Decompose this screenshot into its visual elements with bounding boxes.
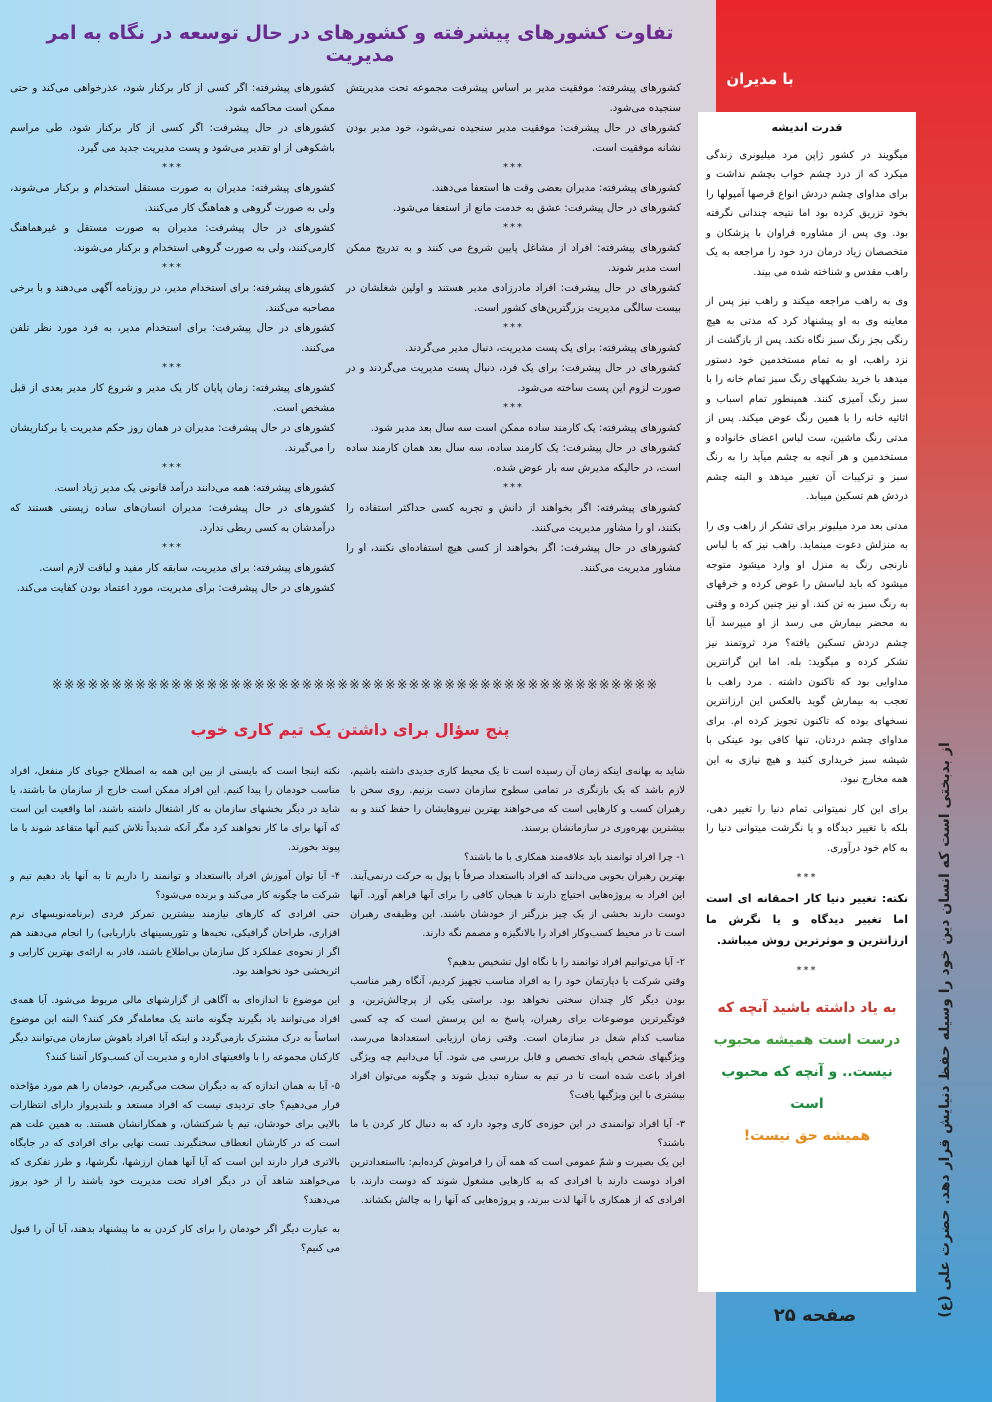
separator: *** (503, 222, 524, 233)
separator: *** (503, 482, 524, 493)
vertical-quote-text: از بدبختی است که انسان دین خود را وسیله حفظ دنیایش قرار دهد. حضرت علی (ع) (937, 742, 953, 1318)
paragraph: کشورهای پیشرفته: زمان پایان کار یک مدیر و شروع کار مدیر بعدی از قبل مشخص است. (10, 382, 335, 414)
question-heading: ۳- آیا افراد توانمندی در این حوزه‌ی کاری وجود دارد که به دنبال کار کردن با ما باشند؟ (350, 1119, 685, 1149)
paragraph: نکته اینجا است که بایستی از بین این همه به اصطلاح جویای کار منفعل، افراد مناسب خودمان را پیدا کنیم. این افراد ممکن است خارج از سازمان ما باشند، یا شاید در دیگر بخشهای سازمان به کار اشتغال داشته باشند، اما واقعیت این است که آنها برای ما کار نخواهند کرد مگر آنکه شدیداً تلاش کنیم آنها متقاعد شوند با ما پیوند بخورند. (10, 766, 340, 853)
paragraph: این موضوع تا اندازه‌ای به آگاهی از گزارشهای مالی مربوط می‌شود. آیا همه‌ی افراد می‌توانند یاد بگیرند چگونه مانند یک معامله‌گر فکر کنند؟ البته این موضوع اساساً به درک مشترک بازمی‌گردد و اینکه آیا افراد باهوش سازمان می‌توانند دیگر کارکنان مجموعه را با واقعیتهای اداره و مدیریت آن کسب‌وکار آشنا کنند؟ (10, 995, 340, 1063)
quote-line: درست است همیشه محبوب (713, 1032, 901, 1048)
paragraph: بهترین رهبران بخوبی می‌دانند که افراد بااستعداد صرفاً با پول به حرکت درنمی‌آیند. این افراد به پروژه‌هایی احتیاج دارند تا هیجان کافی را برای آنها فراهم آورد. آنها دوست دارند بخشی از یک چیز بزرگتر از خودشان باشند. این وظیفه‌ی رهبران است تا در محیط کسب‌وکار افراد را بالانگیزه و مصمم نگه دارند. (350, 871, 685, 939)
paragraph: کشورهای پیشرفته: مدیران به صورت مستقل استخدام و برکنار می‌شوند، ولی به صورت گروهی و هماهنگ کار می‌کنند. (10, 182, 335, 214)
page-number: صفحه ۲۵ (773, 1305, 857, 1326)
paragraph: کشورهای در حال پیشرفت: عشق به خدمت مانع از استعفا می‌شود. (393, 202, 681, 214)
story-box (698, 112, 916, 1292)
paragraph: کشورهای در حال پیشرفت: برای مدیریت، مورد اعتماد بودن کفایت می‌کند. (16, 582, 335, 594)
separator: *** (162, 542, 183, 553)
paragraph: کشورهای در حال پیشرفت: موفقیت مدیر سنجیده نمی‌شود، خود مدیر بودن نشانه موفقیت است. (346, 122, 681, 154)
story-paragraph: برای این کار نمیتوانی تمام دنیا را تغییر دهی، بلکه با تغییر دیدگاه و یا نگرشت میتوانی دنیا را به کام خود درآوری. (706, 803, 908, 854)
paragraph: وقتی شرکت یا دپارتمان خود را به افراد مناسب تجهیز کردیم، آنگاه رهبر مناسب بودن دیگر کار چندان سختی نخواهد بود. براستی یکی از پرچالش‌ترین، و فوتگیرترین موضوعات برای رهبران، پاسخ به این پرسش است که چه کسی مناسب کدام شغل در سازمان است. وقتی زمان ارزیابی استعدادها می‌رسد، ویژگیهای شخص پایه‌ای تخصص و قابل بررسی می شود. آیا می‌دانیم چه ویژگی افراد باعث شده است تا در تیم به ستاره تبدیل شوند و چگونه می‌توان افراد بیشتری با این ویژگیها یافت؟ (350, 976, 685, 1101)
separator: *** (503, 322, 524, 333)
separator: *** (796, 964, 818, 976)
paragraph: شاید به بهانه‌ی اینکه زمان آن رسیده است تا یک محیط کاری جدیدی داشته باشیم، لازم باشد که یک بازنگری در تمامی سطوح سازمان دست بزنیم. روی سخن با رهبران کسب و کارهایی است که می‌خواهند بهترین نیروهایشان را حفظ کنند و به بیشترین بهره‌وری در سازمانشان برسند. (350, 766, 685, 834)
vertical-quote (905, 680, 985, 1380)
separator: *** (503, 162, 524, 173)
comparison-column-right (346, 78, 681, 578)
paragraph: حتی افرادی که کارهای نیازمند بیشترین تمرکز فردی (برنامه‌نویسهای نرم افزاری، طراحان گرافیکی، نخبه‌ها و تئوریسینهای بازاریابی) را انجام می‌دهند هم اگر از نحوه‌ی عملکرد کل سازمان بی‌اطلاع باشند، قادر به ارائه‌ی بهترین کارایی و اثربخشی خود نخواهند بود. (10, 909, 340, 977)
paragraph: کشورهای پیشرفته: برای یک پست مدیریت، دنبال مدیر می‌گردند. (405, 342, 681, 354)
separator: *** (162, 362, 183, 373)
page-title: تفاوت کشورهای پیشرفته و کشورهای در حال توسعه در نگاه به امر مدیریت (46, 22, 674, 66)
questions-column-left (10, 762, 340, 1268)
highlight-quote (706, 992, 908, 1152)
question-heading: ۴- آیا توان آموزش افراد بااستعداد و توانمند را داریم تا به آنها یاد دهیم تیم و شرکت ما چگونه کار می‌کند و برنده می‌شود؟ (10, 871, 340, 901)
paragraph: کشورهای در حال پیشرفت: اگر بخواهند از کسی هیچ استفاده‌ای نکنند، او را مشاور مدیریت می‌کنند. (346, 542, 681, 574)
section-label: با مدیران (726, 70, 794, 88)
separator: *** (162, 262, 183, 273)
quote-line: نیست.. و آنچه که محبوب است (721, 1064, 893, 1112)
paragraph: کشورهای پیشرفته: برای مدیریت، سابقه کار مفید و لیاقت لازم است. (39, 562, 335, 574)
paragraph: کشورهای پیشرفته: اگر بخواهند از دانش و تجربه کسی حداکثر استفاده را بکنند، او را مشاور مدیریت می‌کنند. (346, 502, 681, 534)
story-note: نکته: تغییر دنیا کار احمقانه ای است اما تغییر دیدگاه و یا نگرش ما ارزانترین و موثرترین روش میباشد. (706, 891, 908, 947)
ornament-divider: ※※※※※※※※※※※※※※※※※※※※※※※※※※※※※※※※※※※※※※※※※※※※※※※※※※※ (51, 678, 659, 693)
paragraph: به عبارت دیگر اگر خودمان را برای کار کردن به ما پیشنهاد بدهند، آیا آن را قبول می کنیم؟ (10, 1224, 340, 1254)
story-title: قدرت اندیشه (771, 121, 843, 134)
story-paragraph: میگویند در کشور ژاپن مرد میلیونری زندگی میکرد که از درد چشم خواب بچشم نداشت و برای مداوای چشم دردش انواع قرصها آمپولها را بخود تزریق کرده بود اما نتیجه چندانی نگرفته بود. وی پس از مشاوره فراوان با پزشکان و متخصصان زیاد درمان درد خود را مراجعه به یک راهب مقدس و شناخته شده می بیند. (706, 149, 908, 278)
paragraph: کشورهای در حال پیشرفت: مدیران در همان روز حکم مدیریت یا برکناریشان را می‌گیرند. (10, 422, 335, 454)
separator: *** (162, 462, 183, 473)
story-paragraph: مدتی بعد مرد میلیونر برای تشکر از راهب وی را به منزلش دعوت مینماید. راهب نیز که با لباس نارنجی رنگ به منزل او وارد میشود متوجه میشود که باید لباسش را عوض کرده و خرقهای به رنگ سبز به تن کند. او نیز چنین کرده و وقتی به محضر بیمارش می رسد از او میپرسد آیا چشم دردش تسکین یافته؟ مرد ثروتمند نیز تشکر کرده و میگوید: بله. اما این گرانترین مداوایی بود که تاکنون داشته . مرد راهب با تعجب به بیمارش گوید بالعکس این ارزانترین نسخهای بوده که تاکنون تجویز کرده ام. برای مداوای چشم دردتان، تنها کافی بود عینکی با شیشه سبز خریداری کنید و هیچ نیازی به این همه مخارج نبود. (706, 520, 908, 785)
paragraph: کشورهای در حال پیشرفت: مدیران انسان‌های ساده زیستی هستند که درآمدشان به کسی ربطی ندارد. (10, 502, 335, 534)
comparison-column-left (10, 78, 335, 598)
paragraph: این یک بصیرت و شمّ عمومی است که همه آن را فراموش کرده‌ایم: بااستعدادترین افراد دوست دارند با افرادی که به کارهایی مشغول شوند که دوست دارند، با افرادی که از همکاری با آنها لذت ببرند، و پروژه‌هایی که آنها را به چالش بکشاند. (350, 1157, 685, 1206)
quote-line: به یاد داشته باشید آنچه که (717, 1000, 897, 1016)
questions-column-right (350, 762, 685, 1220)
paragraph: کشورهای در حال پیشرفت: یک کارمند ساده، سه سال بعد همان کارمند ساده است، در حالیکه مدیرش سه بار عوض شده. (346, 442, 681, 474)
paragraph: کشورهای در حال پیشرفت: مدیران به صورت مستقل و غیرهماهنگ کارمی‌کنند، ولی به صورت گروهی استخدام و برکنار می‌شوند. (10, 222, 335, 254)
paragraph: کشورهای در حال پیشرفت: اگر کسی از کار برکنار شود، طی مراسم باشکوهی از او تقدیر می‌شود و پست مدیریت جدید می گیرد. (10, 122, 335, 154)
question-heading: ۲- آیا می‌توانیم افراد توانمند را با نگاه اول تشخیص بدهیم؟ (447, 957, 685, 968)
paragraph: ۵- آیا به همان اندازه که به دیگران سخت می‌گیریم، خودمان را هم مورد مؤاخذه قرار می‌دهیم؟ جای تردیدی نیست که افراد مستعد و بلندپرواز دارای انتظارات بالایی برای خودشان، تیم یا شرکتشان، و همکارانشان هستند. به همین علت هم است که در کارشان انعطاف سختگیرند. تست نهایی برای افرادی که در جایگاه بالاتری قرار دارند این است که آیا آنها همان ارزشها، نگرشها، و طرز تفکری که می‌خواهند شاهد آن در دیگر افراد تحت مدیریت خود باشند را از خود بروز می‌دهند؟ (10, 1081, 340, 1206)
separator: *** (796, 872, 818, 883)
paragraph: کشورهای در حال پیشرفت: افراد مادرزادی مدیر هستند و اولین شغلشان در بیست سالگی مدیریت بزرگترین‌های کشور است. (346, 282, 681, 314)
question-heading: ۱- چرا افراد توانمند باید علاقه‌مند همکاری با ما باشند؟ (463, 852, 685, 863)
paragraph: کشورهای پیشرفته: برای استخدام مدیر، در روزنامه آگهی می‌دهند و با برخی مصاحبه می‌کنند. (10, 282, 335, 314)
separator: *** (503, 402, 524, 413)
paragraph: کشورهای پیشرفته: موفقیت مدیر بر اساس پیشرفت مجموعه تحت مدیریتش سنجیده می‌شود. (346, 82, 681, 114)
paragraph: کشورهای پیشرفته: افراد از مشاغل پایین شروع می کنند و به تدریج ممکن است مدیر شوند. (346, 242, 681, 274)
quote-line: همیشه حق نیست! (743, 1128, 871, 1144)
story-paragraph: وی به راهب مراجعه میکند و راهب نیز پس از معاینه وی به او پیشنهاد کرد که مدتی به هیچ رنگی بجز رنگ سبز نگاه نکند. پس از بازگشت از نزد راهب، او به تمام مستخدمین خود دستور میدهد با خرید بشکههای رنگ سبز تمام خانه را با سبز رنگ آمیزی کنند. همینطور تمام اسباب و اثاثیه خانه را با همین رنگ عوض میکند. پس از مدتی رنگ ماشین، ست لباس اعضای خانواده و مستخدمین و هر آنچه به چشم میآید را به رنگ سبز و ترکیبات آن تغییر میدهد و البته چشم دردش هم تسکین مییابد. (706, 296, 908, 502)
paragraph: کشورهای در حال پیشرفت: برای یک فرد، دنبال پست مدیریت می‌گردند و در صورت لزوم این پست ساخته می‌شود. (346, 362, 681, 394)
paragraph: کشورهای در حال پیشرفت: برای استخدام مدیر، به فرد مورد نظر تلفن می‌کنند. (10, 322, 335, 354)
separator: *** (162, 162, 183, 173)
paragraph: کشورهای پیشرفته: مدیران بعضی وقت ها استعفا می‌دهند. (431, 182, 681, 194)
paragraph: کشورهای پیشرفته: همه می‌دانند درآمد قانونی یک مدیر زیاد است. (53, 482, 335, 494)
paragraph: کشورهای پیشرفته: اگر کسی از کار برکنار شود، عذرخواهی می‌کند و حتی ممکن است محاکمه شود. (10, 82, 335, 114)
paragraph: کشورهای پیشرفته: یک کارمند ساده ممکن است سه سال بعد مدیر شود. (370, 422, 681, 434)
section-title: پنج سؤال برای داشتن یک تیم کاری خوب (190, 720, 510, 739)
